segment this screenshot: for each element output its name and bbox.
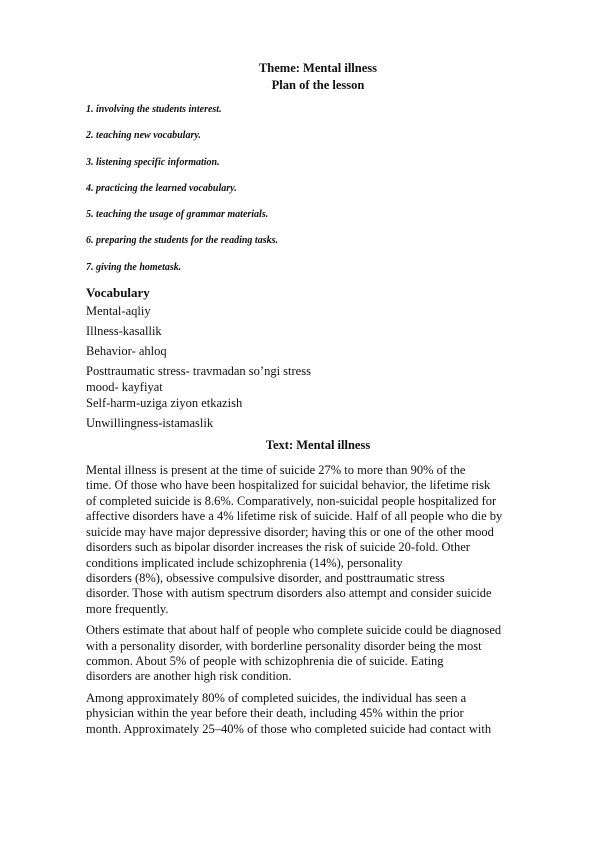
text-line: of completed suicide is 8.6%. Comparatively, non-suicidal people hospitalized for [86, 493, 497, 508]
text-line: Others estimate that about half of people who complete suicide could be diagnosed [86, 623, 502, 638]
vocabulary-heading: Vocabulary [86, 285, 150, 301]
plan-item: 3. listening specific information. [86, 156, 220, 168]
theme-title: Theme: Mental illness [258, 61, 378, 75]
text-line: suicide may have major depressive disorder; having this or one of the other mood [86, 524, 494, 539]
text-line: common. About 5% of people with schizophrenia die of suicide. Eating [86, 653, 444, 668]
vocabulary-item: mood- kayfiyat [86, 380, 163, 395]
text-line: more frequently. [86, 601, 169, 616]
plan-item: 6. preparing the students for the reading tasks. [86, 235, 278, 247]
text-line: Mental illness is present at the time of suicide 27% to more than 90% of the [86, 463, 466, 478]
text-title: Text: Mental illness [265, 438, 371, 453]
vocabulary-item: Illness-kasallik [86, 324, 162, 339]
vocabulary-item: Unwillingness-istamaslik [86, 416, 214, 431]
plan-item: 1. involving the students interest. [86, 104, 222, 115]
text-paragraph [86, 623, 550, 685]
text-paragraph [86, 691, 550, 737]
text-line: conditions implicated include schizophrenia (14%), personality [86, 555, 403, 570]
text-line: with a personality disorder, with borderline personality disorder being the most [86, 638, 482, 653]
text-line: time. Of those who have been hospitalized for suicidal behavior, the lifetime risk [86, 478, 491, 493]
text-line: Among approximately 80% of completed suicides, the individual has seen a [86, 690, 467, 705]
vocabulary-item: Mental-aqliy [86, 304, 151, 319]
text-line: disorders (8%), obsessive compulsive disorder, and posttraumatic stress [86, 570, 445, 585]
plan-item: 4. practicing the learned vocabulary. [86, 182, 237, 194]
plan-item: 2. teaching new vocabulary. [86, 130, 201, 142]
plan-item: 5. teaching the usage of grammar materials. [86, 209, 269, 221]
text-line: disorder. Those with autism spectrum disorders also attempt and consider suicide [86, 586, 492, 601]
text-line: disorders are another high risk condition. [86, 669, 292, 684]
lesson-plan [86, 104, 550, 274]
plan-title: Plan of the lesson [271, 78, 365, 92]
text-line: month. Approximately 25–40% of those who completed suicide had contact with [86, 721, 492, 736]
lesson-plan-list [86, 104, 550, 274]
text-line: disorders such as bipolar disorder increases the risk of suicide 20-fold. Other [86, 540, 470, 555]
text-paragraph [86, 463, 550, 617]
text-line: affective disorders have a 4% lifetime risk of suicide. Half of all people who die by [86, 509, 503, 524]
text-line: physician within the year before their death, including 45% within the prior [86, 706, 464, 721]
vocabulary-item: Posttraumatic stress- travmadan so’ngi stress [86, 364, 311, 379]
vocabulary-item: Self-harm-uziga ziyon etkazish [86, 396, 243, 411]
vocabulary-item: Behavior- ahloq [86, 344, 167, 359]
plan-item: 7. giving the hometask. [86, 261, 182, 273]
